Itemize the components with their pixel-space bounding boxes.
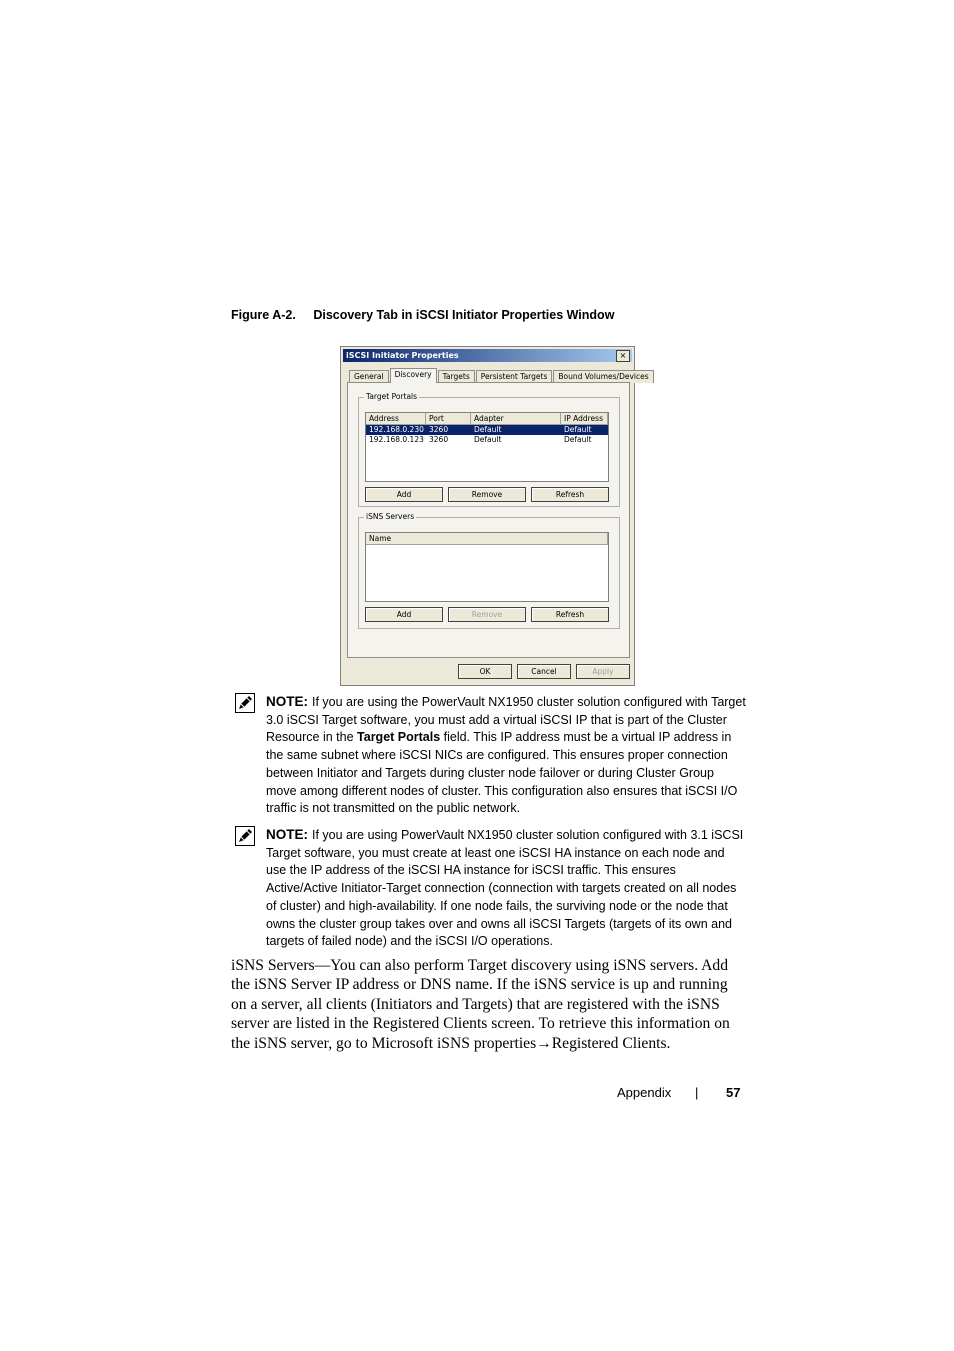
dialog-title: iSCSI Initiator Properties	[346, 351, 459, 360]
cell-ip-address: Default	[564, 435, 592, 444]
footer-separator: |	[695, 1085, 699, 1100]
list-header	[366, 413, 608, 425]
ui-term-target-portals: Target Portals	[357, 730, 441, 745]
isns-servers-label: iSNS Servers	[366, 512, 415, 521]
cell-port: 3260	[429, 435, 449, 444]
discovery-tab-panel	[347, 382, 630, 658]
body-text: .	[666, 1034, 671, 1052]
note-1	[266, 693, 746, 818]
ui-microsoft-isns-properties: Microsoft iSNS properties	[371, 1034, 537, 1052]
portal-add-button[interactable]: Add	[365, 487, 443, 502]
isns-servers-group	[358, 512, 620, 629]
portal-remove-button[interactable]: Remove	[448, 487, 526, 502]
isns-servers-list[interactable]	[365, 532, 609, 602]
tab-general[interactable]: General	[349, 370, 389, 383]
note-text: field. This IP address must be a virtual IP address in the same subnet where iSCSI NICs are configured. This ensures proper connection between Initiator and Targets during cluster node failover or during Cluster Group move among different nodes of cluster. This configuration also ensures that iSCSI I/O traffic is not transmitted on the public network.	[266, 730, 738, 816]
figure-number: Figure A-2.	[231, 308, 296, 322]
portal-refresh-button[interactable]: Refresh	[531, 487, 609, 502]
ui-registered-clients: Registered Clients	[551, 1034, 667, 1052]
apply-button[interactable]: Apply	[576, 664, 630, 679]
tab-targets[interactable]: Targets	[438, 370, 475, 383]
cell-adapter: Default	[474, 425, 502, 434]
body-text: screen. To retrieve this information on the iSNS server, go to	[231, 1015, 730, 1052]
figure-caption	[231, 308, 614, 322]
cell-port: 3260	[429, 425, 449, 434]
note-pencil-icon	[235, 693, 255, 713]
note-label: NOTE:	[266, 827, 308, 842]
isns-add-button[interactable]: Add	[365, 607, 443, 622]
target-portals-group	[358, 392, 620, 507]
menu-arrow: →	[536, 1034, 552, 1052]
cell-adapter: Default	[474, 435, 502, 444]
tab-bound-volumes[interactable]: Bound Volumes/Devices	[553, 370, 653, 383]
body-text: —You can also perform Target discovery using iSNS servers. Add the iSNS Server IP address or DNS name. If the iSNS service is up and running on a server, all clients (Initiators and Targets) that are registered with the iSNS server are listed in the	[231, 957, 729, 1033]
note-label: NOTE:	[266, 694, 308, 709]
cell-address: 192.168.0.230	[369, 425, 424, 434]
note-text: If you are using PowerVault NX1950 cluster solution configured with 3.1 iSCSI Target software, you must create at least one iSCSI HA instance on each node and use the IP address of the iSCSI HA instance for iSCSI traffic. This ensures Active/Active Initiator-Target connection (connection with targets created on all nodes of cluster) and high-availability. If one node fails, the surviving node or the node that owns the cluster group takes over and owns all iSCSI Targets (targets of its own and targets of failed node) and the iSCSI I/O operations.	[266, 828, 744, 949]
term-isns-servers: iSNS Servers	[231, 957, 315, 974]
isns-refresh-button[interactable]: Refresh	[531, 607, 609, 622]
iscsi-initiator-properties-dialog	[340, 346, 649, 686]
ui-registered-clients: Registered Clients	[372, 1015, 488, 1033]
footer-section: Appendix	[617, 1085, 672, 1100]
note-text: If you are using the PowerVault NX1950 cluster solution configured with Target 3.0 iSCSI Target software, you must add a virtual iSCSI IP that is part of the Cluster Resource in the	[266, 695, 746, 745]
target-portals-label: Target Portals	[366, 392, 418, 401]
tab-strip	[349, 368, 655, 383]
cell-ip-address: Default	[564, 425, 592, 434]
column-adapter[interactable]: Adapter	[471, 413, 561, 424]
list-item[interactable]	[366, 435, 608, 445]
column-address[interactable]: Address	[366, 413, 426, 424]
note-pencil-icon	[235, 826, 255, 846]
list-header	[366, 533, 608, 545]
dialog-titlebar	[343, 349, 632, 362]
cell-address: 192.168.0.123	[369, 435, 424, 444]
body-paragraph	[231, 956, 746, 1053]
column-ip-address[interactable]: IP Address	[561, 413, 608, 424]
target-portals-list[interactable]	[365, 412, 609, 482]
figure-title: Discovery Tab in iSCSI Initiator Properties Window	[313, 308, 615, 322]
column-port[interactable]: Port	[426, 413, 471, 424]
close-button[interactable]: ×	[616, 350, 630, 362]
isns-remove-button[interactable]: Remove	[448, 607, 526, 622]
column-name[interactable]: Name	[366, 533, 608, 544]
tab-persistent-targets[interactable]: Persistent Targets	[476, 370, 553, 383]
cancel-button[interactable]: Cancel	[517, 664, 571, 679]
page-number: 57	[726, 1085, 741, 1100]
tab-discovery[interactable]: Discovery	[390, 368, 437, 383]
ok-button[interactable]: OK	[458, 664, 512, 679]
list-item[interactable]	[366, 425, 608, 435]
note-2	[266, 826, 746, 951]
